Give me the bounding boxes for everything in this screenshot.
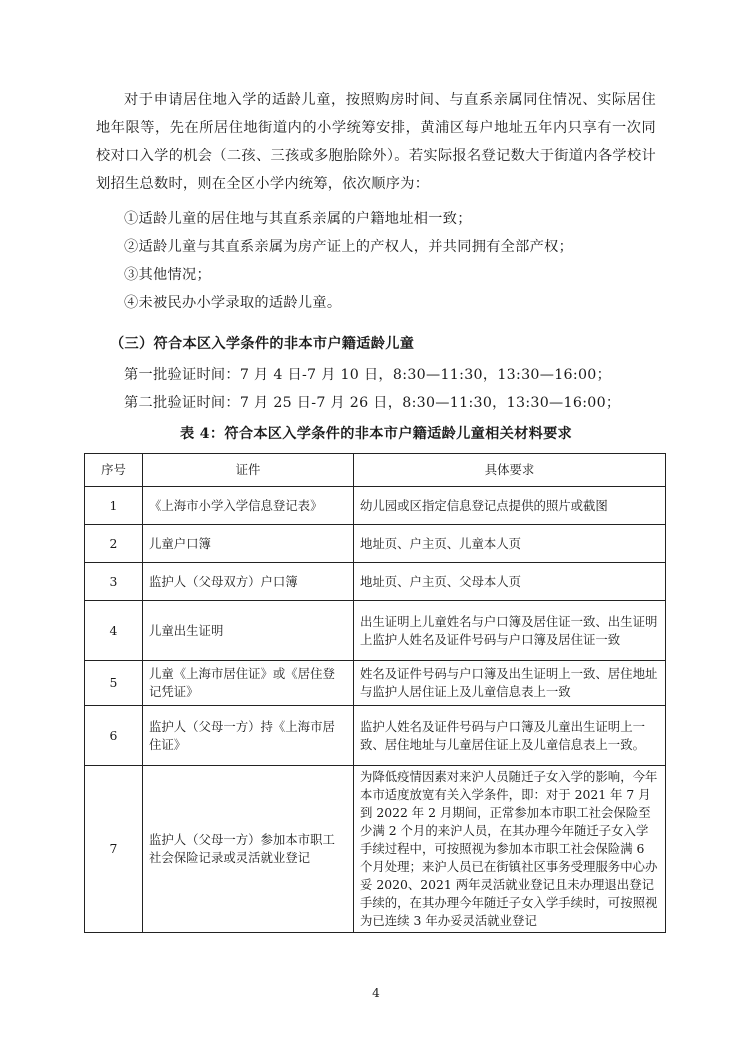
row-requirement: 姓名及证件号码与户口簿及出生证明上一致、居住地址与监护人居住证上及儿童信息表上一致 — [354, 661, 666, 706]
materials-table — [84, 453, 666, 933]
row-requirement: 地址页、户主页、儿童本人页 — [354, 525, 666, 563]
table-caption: 表 4：符合本区入学条件的非本市户籍适龄儿童相关材料要求 — [179, 426, 573, 442]
list-item: ④未被民办小学录取的适龄儿童。 — [124, 295, 342, 311]
table-row — [85, 661, 666, 706]
header-index: 序号 — [85, 454, 143, 487]
list-item: ①适龄儿童的居住地与其直系亲属的户籍地址相一致； — [124, 211, 472, 227]
row-requirement: 监护人姓名及证件号码与户口簿及儿童出生证明上一致、居住地址与儿童居住证上及儿童信息表上一致。 — [354, 706, 666, 766]
batch-line: 第二批验证时间：7 月 25 日-7 月 26 日，8:30—11:30，13:30—16:00； — [124, 395, 621, 411]
row-document: 监护人（父母一方）参加本市职工社会保险记录或灵活就业登记 — [143, 766, 354, 933]
table-header-row — [85, 454, 666, 487]
row-index: 1 — [85, 487, 143, 525]
page-number: 4 — [372, 986, 380, 1000]
table-row — [85, 563, 666, 601]
section-heading: （三）符合本区入学条件的非本市户籍适龄儿童 — [110, 336, 415, 352]
row-document: 儿童户口簿 — [143, 525, 354, 563]
row-index: 4 — [85, 601, 143, 661]
row-index: 2 — [85, 525, 143, 563]
table-row — [85, 487, 666, 525]
row-document: 监护人（父母双方）户口簿 — [143, 563, 354, 601]
row-index: 3 — [85, 563, 143, 601]
table-row — [85, 766, 666, 933]
table-row — [85, 525, 666, 563]
row-index: 6 — [85, 706, 143, 766]
row-requirement: 出生证明上儿童姓名与户口簿及居住证一致、出生证明上监护人姓名及证件号码与户口簿及居住证一致 — [354, 601, 666, 661]
row-document: 监护人（父母一方）持《上海市居住证》 — [143, 706, 354, 766]
table-row — [85, 601, 666, 661]
list-item: ②适龄儿童与其直系亲属为房产证上的产权人，并共同拥有全部产权； — [124, 239, 574, 255]
table-row — [85, 706, 666, 766]
header-document: 证件 — [143, 454, 354, 487]
intro-paragraph: 对于申请居住地入学的适龄儿童，按照购房时间、与直系亲属同住情况、实际居住地年限等，先在所居住地街道内的小学统筹安排，黄浦区每户地址五年内只享有一次同校对口入学的机会（二孩、三孩或多胞胎除外）。若实际报名登记数大于街道内各学校计划招生总数时，则在全区小学内统筹，依次顺序为： — [96, 92, 656, 192]
row-index: 7 — [85, 766, 143, 933]
batch-line: 第一批验证时间：7 月 4 日-7 月 10 日，8:30—11:30，13:30—16:00； — [124, 367, 612, 383]
header-requirement: 具体要求 — [354, 454, 666, 487]
row-index: 5 — [85, 661, 143, 706]
row-document: 儿童《上海市居住证》或《居住登记凭证》 — [143, 661, 354, 706]
row-requirement: 幼儿园或区指定信息登记点提供的照片或截图 — [354, 487, 666, 525]
row-document: 儿童出生证明 — [143, 601, 354, 661]
row-document: 《上海市小学入学信息登记表》 — [143, 487, 354, 525]
list-item: ③其他情况； — [124, 267, 211, 283]
row-requirement: 为降低疫情因素对来沪人员随迁子女入学的影响，今年本市适度放宽有关入学条件，即：对于 2021 年 7 月到 2022 年 2 月期间，正常参加本市职工社会保险至少满 2 个月的来沪人员，在其办理今年随迁子女入学手续过程中，可按照视为参加本市职工社会保险满 6 个月处理；来沪人员已在街镇社区事务受理服务中心办妥 2020、2021 两年灵活就业登记且未办理退出登记手续的，在其办理今年随迁子女入学手续时，可按照视为已连续 3 年办妥灵活就业登记 — [354, 766, 666, 933]
row-requirement: 地址页、户主页、父母本人页 — [354, 563, 666, 601]
